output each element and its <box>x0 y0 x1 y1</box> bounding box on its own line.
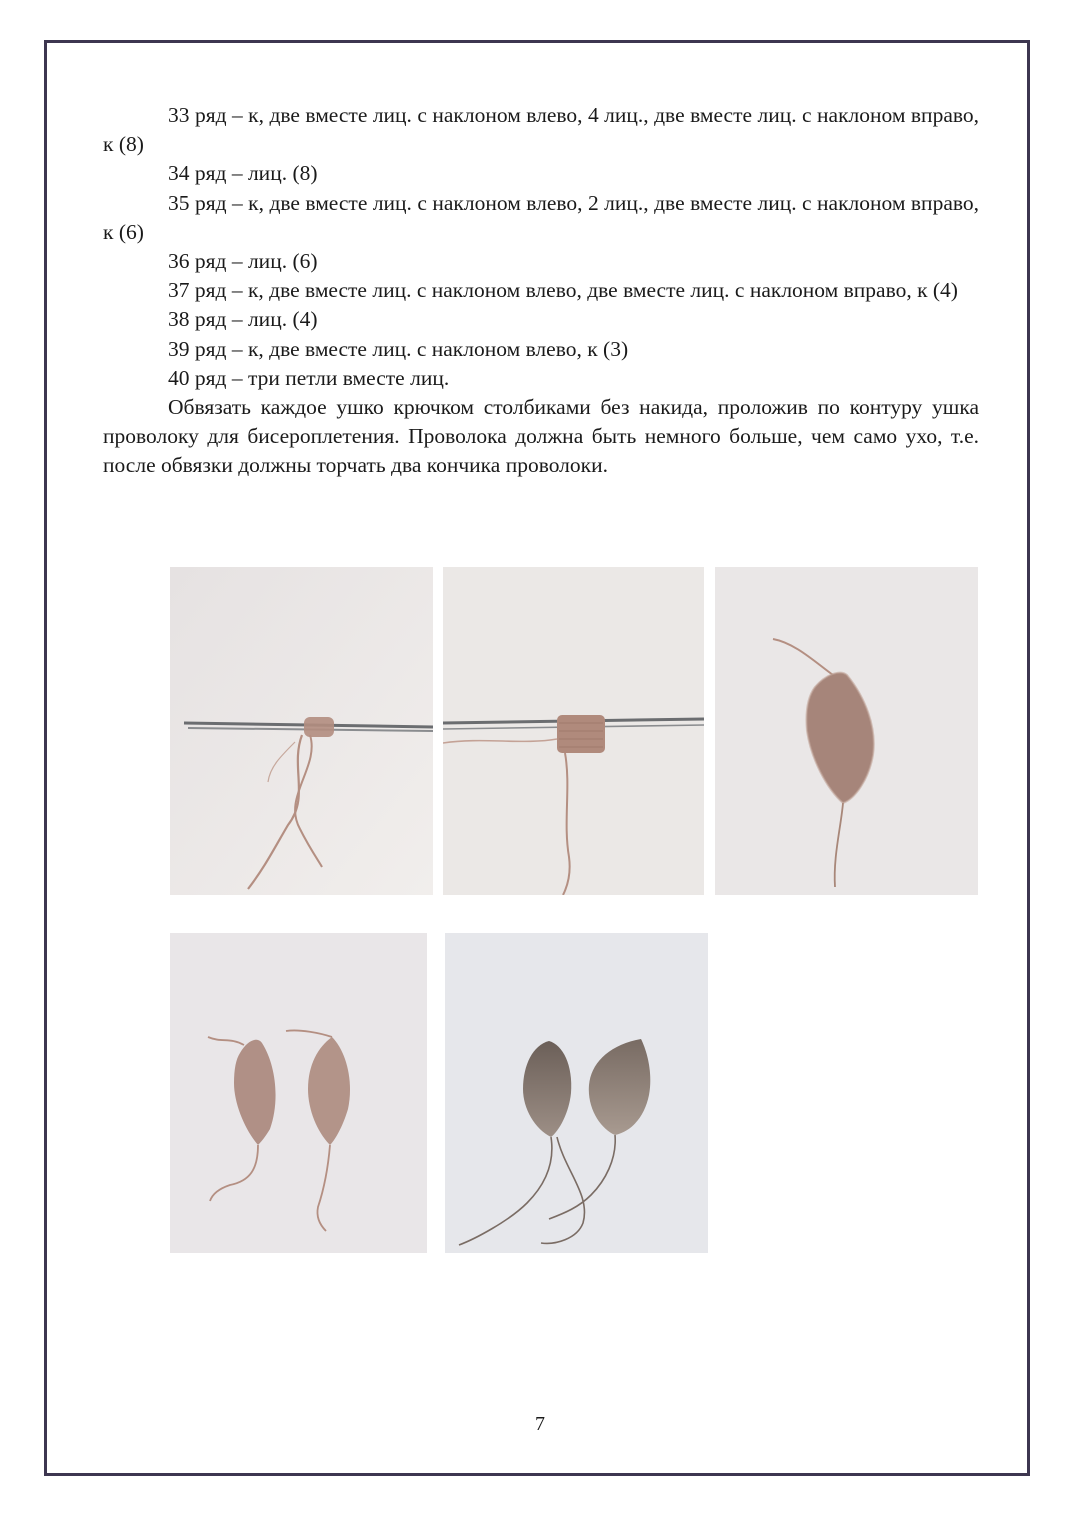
row-39: 39 ряд – к, две вместе лиц. с наклоном влево, к (3) <box>168 336 629 361</box>
row-36: 36 ряд – лиц. (6) <box>168 249 318 274</box>
photo-cast-on <box>170 567 433 895</box>
row-40: 40 ряд – три петли вместе лиц. <box>168 365 450 390</box>
photo-two-ears-pink <box>170 933 427 1253</box>
edging-instruction: Обвязать каждое ушко крючком столбиками без накида, проложив по контуру ушка проволоку для бисероплетения. Проволока должна быть немного больше, чем само ухо, т.е. после обвязки должны торчать два кончика проволоки. <box>103 395 979 478</box>
photo-single-ear <box>715 567 978 895</box>
photo-two-ears-grey <box>445 933 708 1253</box>
instruction-text <box>103 101 979 481</box>
photo-knitting-progress <box>443 567 704 895</box>
page-number: 7 <box>535 1413 545 1435</box>
row-34: 34 ряд – лиц. (8) <box>168 161 318 186</box>
row-38: 38 ряд – лиц. (4) <box>168 307 318 332</box>
row-35: 35 ряд – к, две вместе лиц. с наклоном влево, 2 лиц., две вместе лиц. с наклоном вправо, к (6) <box>103 190 979 244</box>
row-37: 37 ряд – к, две вместе лиц. с наклоном влево, две вместе лиц. с наклоном вправо, к (4) <box>168 278 958 303</box>
row-33: 33 ряд – к, две вместе лиц. с наклоном влево, 4 лиц., две вместе лиц. с наклоном вправо, к (8) <box>103 103 979 157</box>
